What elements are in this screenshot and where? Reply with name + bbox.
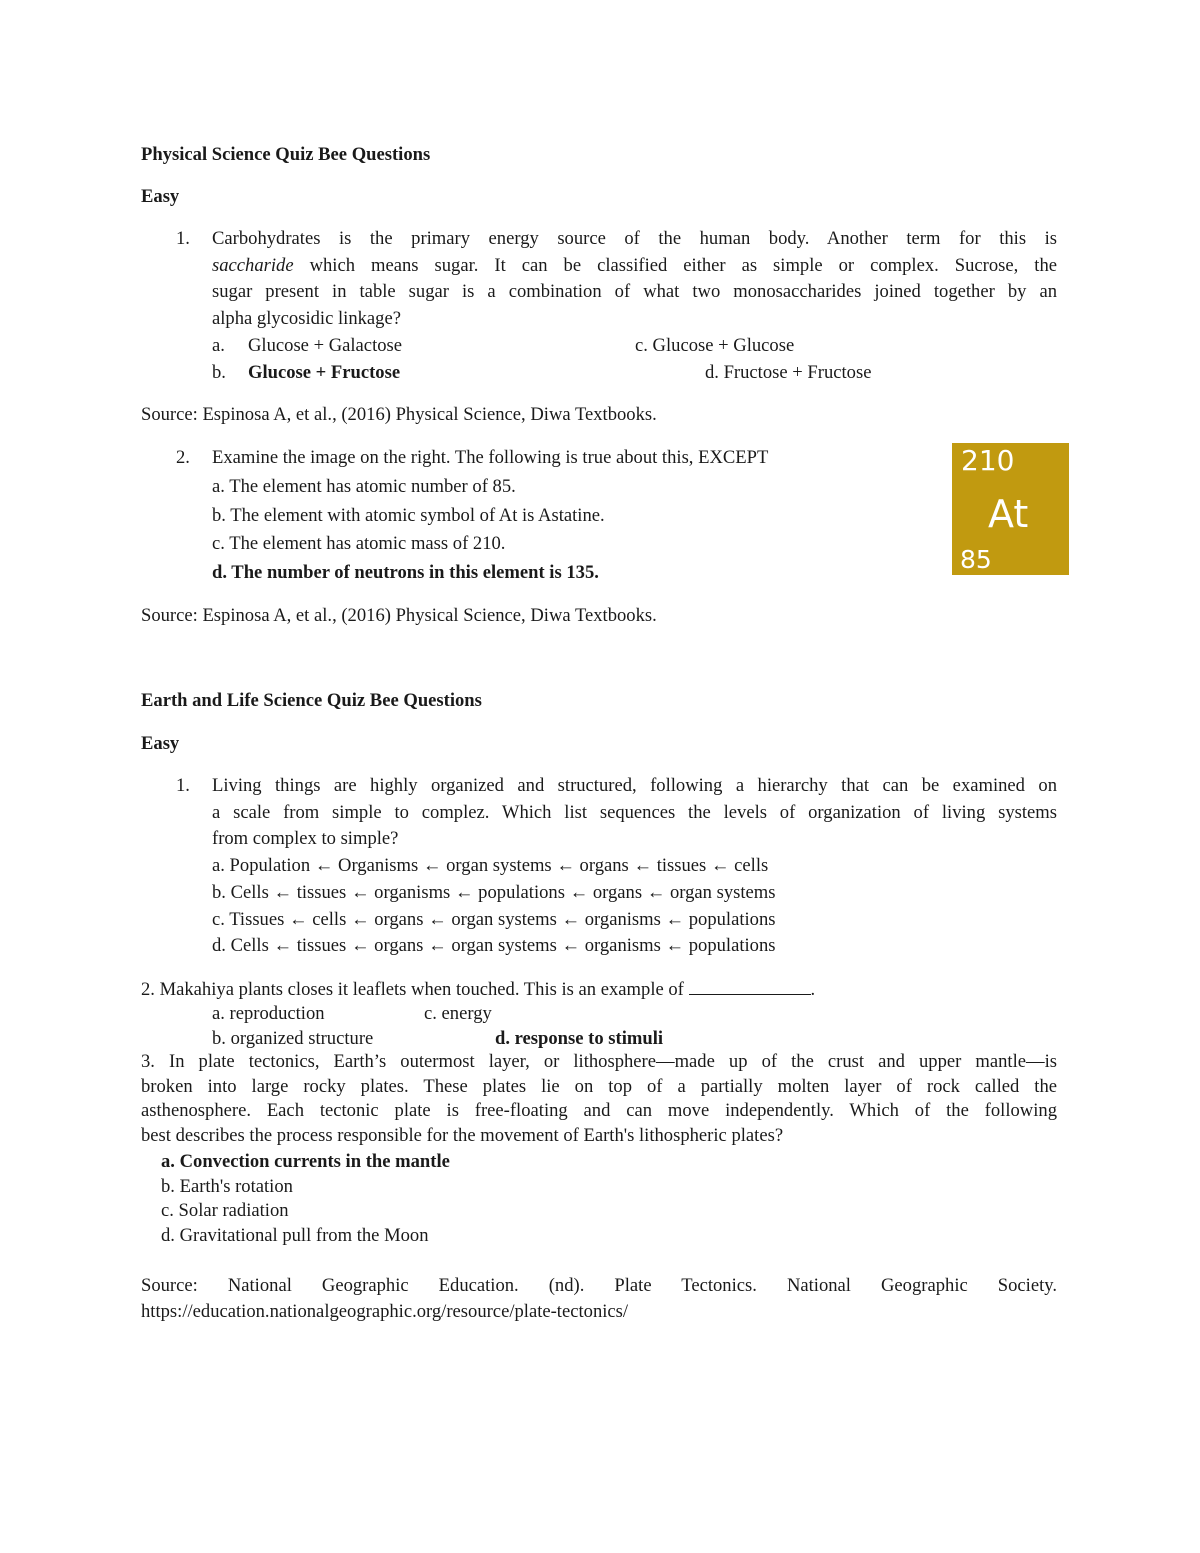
p-q2-opt-d: d. The number of neutrons in this element is 135.: [212, 562, 599, 583]
e-q2-opt-d: d. response to stimuli: [495, 1028, 664, 1049]
e-q3-line4: best describes the process responsible for the movement of Earth's lithospheric plates?: [141, 1124, 784, 1146]
e-q1-line2: a scale from simple to complez. Which list sequences the levels of organization of living systems: [212, 801, 1057, 823]
element-tile: [952, 443, 1069, 575]
e-q2-opt-b: b. organized structure: [212, 1028, 374, 1049]
p-q1-line3: sugar present in table sugar is a combination of what two monosaccharides joined together by an: [212, 281, 1057, 303]
e-q3-line2: broken into large rocky plates. These plates lie on top of a partially molten layer of rock called the: [141, 1075, 1057, 1097]
p-q1-number: 1.: [176, 228, 190, 249]
e-q1-stem: [212, 773, 1057, 853]
element-mass: 210: [961, 444, 1015, 477]
e-q3-opt-a: a. Convection currents in the mantle: [161, 1151, 450, 1172]
e-q3-stem: [141, 1050, 1057, 1148]
p-q1-line2: [212, 253, 1057, 280]
p-q1-opt-d: d. Fructose + Fructose: [705, 362, 872, 383]
e-q1-line1: Living things are highly organized and structured, following a hierarchy that can be examined on: [212, 775, 1057, 796]
e-q3-line3: asthenosphere. Each tectonic plate is free-floating and can move independently. Which of the following: [141, 1100, 1057, 1121]
physical-level: Easy: [141, 186, 180, 207]
p-q2-number: 2.: [176, 447, 190, 468]
p-q1-line1: Carbohydrates is the primary energy source of the human body. Another term for this is: [212, 228, 1057, 249]
p-q1-line4: alpha glycosidic linkage?: [212, 308, 401, 330]
e-q1-number: 1.: [176, 775, 190, 796]
e-source-line1: Source: National Geographic Education. (nd). Plate Tectonics. National Geographic Society.: [141, 1275, 1057, 1296]
p-q1-stem: [212, 226, 1057, 333]
p-q1-line2-rest: which means sugar. It can be classified either as simple or complex. Sucrose, the: [293, 254, 1057, 276]
p-q2-stem: Examine the image on the right. The following is true about this, EXCEPT: [212, 447, 769, 468]
p-q1-opt-b-letter: b.: [212, 362, 226, 383]
e-q1-opt-a: a. Population ← Organisms ← organ systems ← organs ← tissues ← cells: [212, 855, 769, 876]
e-q1-opt-b: b. Cells ← tissues ← organisms ← populations ← organs ← organ systems: [212, 882, 776, 903]
e-source: [141, 1273, 1057, 1325]
element-symbol: At: [988, 492, 1029, 536]
p-q1-opt-c: c. Glucose + Glucose: [635, 335, 795, 356]
earth-heading: Earth and Life Science Quiz Bee Questions: [141, 690, 482, 711]
e-q2-stem: [141, 976, 815, 1004]
p-q1-opt-a: Glucose + Galactose: [248, 335, 403, 356]
e-q1-opt-c: c. Tissues ← cells ← organs ← organ systems ← organisms ← populations: [212, 909, 776, 930]
e-q3-line1: 3. In plate tectonics, Earth’s outermost layer, or lithosphere—made up of the crust and upper mantle—is: [141, 1051, 1057, 1072]
p-source-1: Source: Espinosa A, et al., (2016) Physical Science, Diwa Textbooks.: [141, 404, 657, 425]
e-q3-opt-b: b. Earth's rotation: [161, 1176, 293, 1197]
e-q1-opt-d: d. Cells ← tissues ← organs ← organ systems ← organisms ← populations: [212, 935, 776, 956]
answer-blank: [689, 976, 811, 995]
e-q2-stem-text: 2. Makahiya plants closes it leaflets when touched. This is an example of: [141, 979, 684, 1000]
p-q1-opt-a-letter: a.: [212, 335, 225, 356]
e-q2-opt-a: a. reproduction: [212, 1003, 325, 1024]
e-q3-opt-d: d. Gravitational pull from the Moon: [161, 1225, 429, 1246]
p-q1-opt-b: Glucose + Fructose: [248, 362, 401, 383]
physical-heading: Physical Science Quiz Bee Questions: [141, 144, 431, 165]
element-atomic-number: 85: [960, 545, 992, 574]
p-source-2: Source: Espinosa A, et al., (2016) Physical Science, Diwa Textbooks.: [141, 605, 657, 626]
p-q2-opt-c: c. The element has atomic mass of 210.: [212, 533, 506, 554]
p-q2-opt-b: b. The element with atomic symbol of At is Astatine.: [212, 505, 605, 526]
p-q1-term: saccharide: [212, 254, 294, 276]
e-source-url: https://education.nationalgeographic.org/resource/plate-tectonics/: [141, 1301, 629, 1322]
earth-level: Easy: [141, 733, 180, 754]
p-q2-opt-a: a. The element has atomic number of 85.: [212, 476, 516, 497]
e-q1-line3: from complex to simple?: [212, 828, 399, 850]
e-q2-stem-end: .: [810, 979, 816, 1000]
e-q3-opt-c: c. Solar radiation: [161, 1200, 289, 1221]
e-q2-opt-c: c. energy: [424, 1003, 492, 1024]
